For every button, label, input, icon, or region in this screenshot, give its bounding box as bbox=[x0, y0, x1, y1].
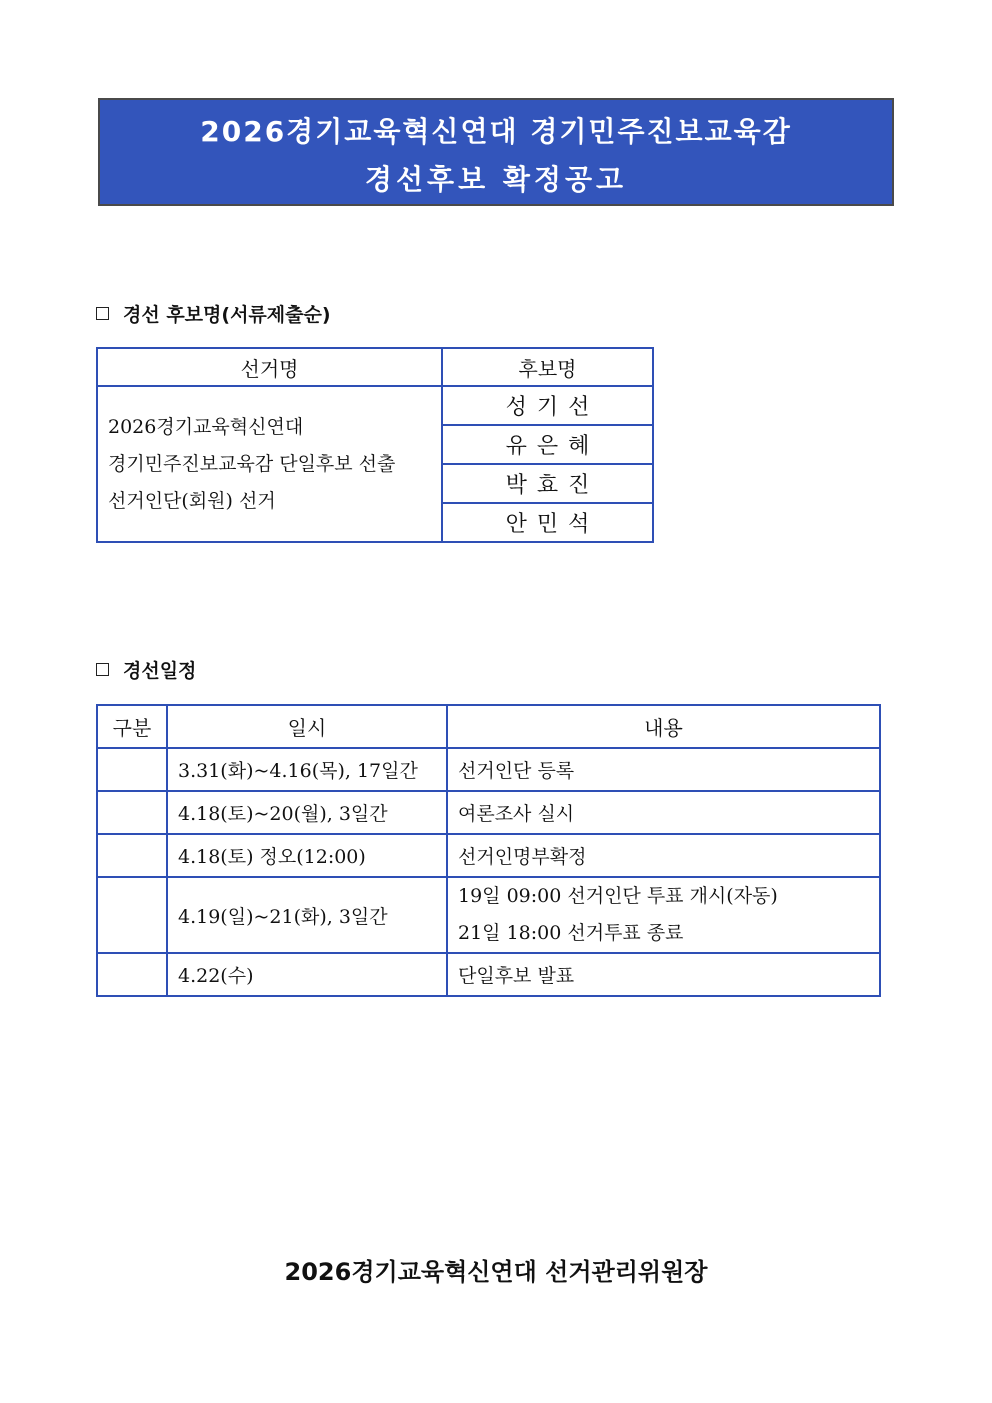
date-cell: 4.22(수) bbox=[167, 953, 447, 996]
table-header-row bbox=[97, 348, 653, 386]
table-row bbox=[97, 386, 653, 425]
category-cell bbox=[97, 953, 167, 996]
candidate-name: 성기선 bbox=[442, 386, 653, 425]
column-header: 후보명 bbox=[442, 348, 653, 386]
date-cell: 4.18(토) 정오(12:00) bbox=[167, 834, 447, 877]
square-bullet-icon bbox=[96, 307, 109, 320]
content-cell: 단일후보 발표 bbox=[447, 953, 880, 996]
content-line: 19일 09:00 선거인단 투표 개시(자동) bbox=[458, 885, 778, 907]
category-cell bbox=[97, 748, 167, 791]
table-row bbox=[97, 877, 880, 953]
schedule-table bbox=[96, 704, 881, 997]
candidates-heading-text: 경선 후보명(서류제출순) bbox=[123, 304, 331, 326]
category-cell bbox=[97, 834, 167, 877]
title-line-2: 경선후보 확정공고 bbox=[364, 163, 628, 196]
candidates-table bbox=[96, 347, 654, 543]
candidate-name: 안민석 bbox=[442, 503, 653, 542]
election-name-line: 선거인단(회원) 선거 bbox=[108, 489, 276, 512]
column-header: 일시 bbox=[167, 705, 447, 748]
candidate-name: 박효진 bbox=[442, 464, 653, 503]
election-name-line: 2026경기교육혁신연대 bbox=[108, 415, 304, 438]
square-bullet-icon bbox=[96, 663, 109, 676]
column-header: 내용 bbox=[447, 705, 880, 748]
candidate-name: 유은혜 bbox=[442, 425, 653, 464]
content-line: 21일 18:00 선거투표 종료 bbox=[458, 922, 684, 944]
election-name-line: 경기민주진보교육감 단일후보 선출 bbox=[108, 452, 396, 475]
election-name-cell bbox=[97, 386, 442, 542]
date-cell: 3.31(화)~4.16(목), 17일간 bbox=[167, 748, 447, 791]
date-cell: 4.19(일)~21(화), 3일간 bbox=[167, 877, 447, 953]
table-row bbox=[97, 748, 880, 791]
content-cell bbox=[447, 877, 880, 953]
content-cell: 선거인단 등록 bbox=[447, 748, 880, 791]
category-cell bbox=[97, 791, 167, 834]
title-banner bbox=[98, 98, 894, 206]
content-cell: 여론조사 실시 bbox=[447, 791, 880, 834]
table-row bbox=[97, 834, 880, 877]
category-cell bbox=[97, 877, 167, 953]
table-row bbox=[97, 953, 880, 996]
candidates-heading bbox=[96, 300, 331, 327]
title-line-1: 2026경기교육혁신연대 경기민주진보교육감 bbox=[200, 115, 792, 148]
schedule-heading-text: 경선일정 bbox=[123, 660, 197, 682]
date-cell: 4.18(토)~20(월), 3일간 bbox=[167, 791, 447, 834]
column-header: 구분 bbox=[97, 705, 167, 748]
table-row bbox=[97, 791, 880, 834]
table-header-row bbox=[97, 705, 880, 748]
schedule-heading bbox=[96, 656, 196, 683]
content-cell: 선거인명부확정 bbox=[447, 834, 880, 877]
column-header: 선거명 bbox=[97, 348, 442, 386]
footer-signature: 2026경기교육혁신연대 선거관리위원장 bbox=[284, 1258, 708, 1286]
